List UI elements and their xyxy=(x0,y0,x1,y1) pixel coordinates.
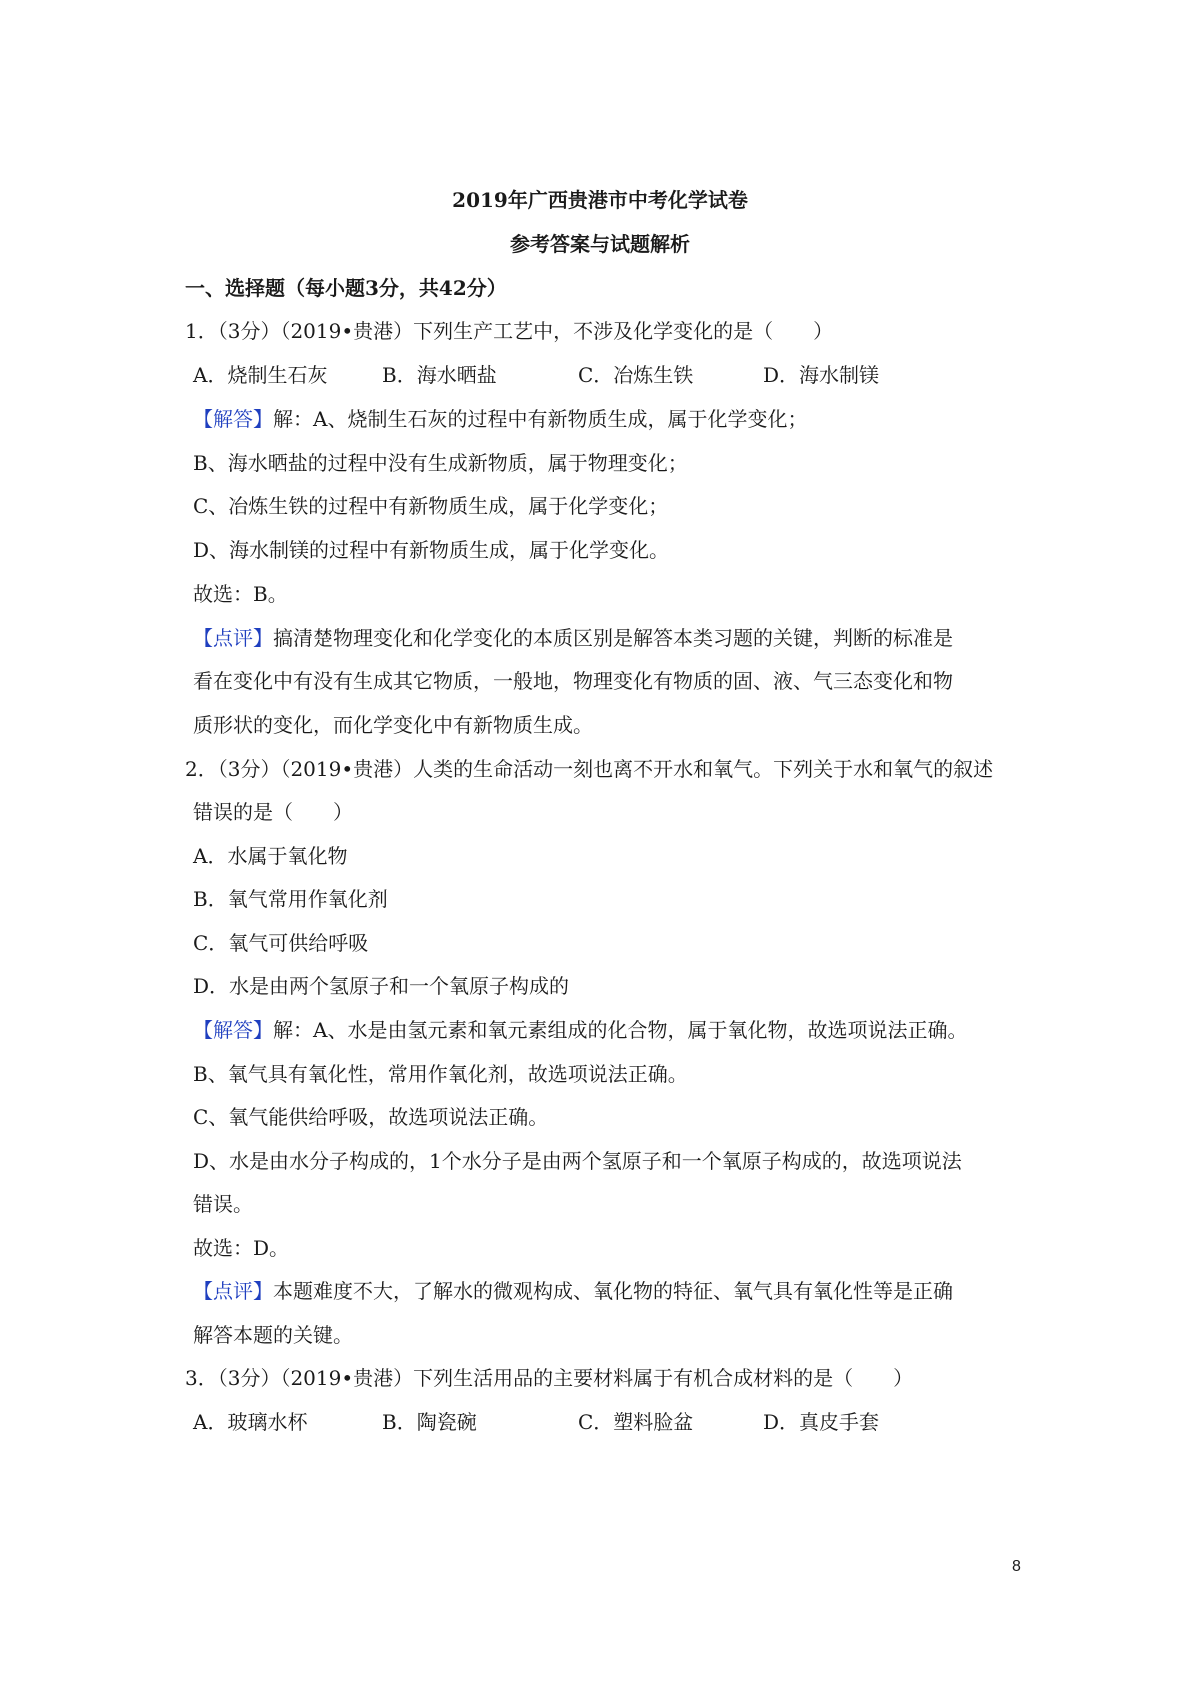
q1-comment-line xyxy=(193,624,953,652)
q2-comment-tag: 【点评】 xyxy=(193,1279,273,1303)
q1-comment-2: 看在变化中有没有生成其它物质，一般地，物理变化有物质的固、液、气三态变化和物 xyxy=(193,669,953,693)
q1-answer-tag: 【解答】 xyxy=(193,407,273,431)
q1-option-c: C．冶炼生铁 xyxy=(578,363,694,387)
q1-stem: 1．（3分）（2019•贵港）下列生产工艺中，不涉及化学变化的是（ ） xyxy=(185,319,834,343)
q2-answer-tag: 【解答】 xyxy=(193,1018,273,1042)
q1-answer-line xyxy=(193,405,807,433)
q2-answer-d: D、水是由水分子构成的，1个水分子是由两个氢原子和一个氧原子构成的，故选项说法 xyxy=(193,1149,962,1173)
page-number: 8 xyxy=(1012,1558,1021,1575)
q1-comment-3: 质形状的变化，而化学变化中有新物质生成。 xyxy=(193,713,593,737)
q3-option-b: B．陶瓷碗 xyxy=(382,1410,477,1434)
q1-choice: 故选：B。 xyxy=(193,582,288,606)
q2-choice: 故选：D。 xyxy=(193,1236,290,1260)
document-subtitle: 参考答案与试题解析 xyxy=(510,232,690,256)
q3-stem: 3．（3分）（2019•贵港）下列生活用品的主要材料属于有机合成材料的是（ ） xyxy=(185,1366,914,1390)
q2-answer-b: B、氧气具有氧化性，常用作氧化剂，故选项说法正确。 xyxy=(193,1062,688,1086)
q2-option-d: D．水是由两个氢原子和一个氧原子构成的 xyxy=(193,974,570,998)
q1-answer-c: C、冶炼生铁的过程中有新物质生成，属于化学变化； xyxy=(193,494,669,518)
q3-option-a: A．玻璃水杯 xyxy=(193,1410,308,1434)
q2-option-c: C．氧气可供给呼吸 xyxy=(193,931,369,955)
q2-comment-2: 解答本题的关键。 xyxy=(193,1323,353,1347)
q1-option-b: B．海水晒盐 xyxy=(382,363,497,387)
section-heading: 一、选择题（每小题3分，共42分） xyxy=(185,276,507,300)
q2-comment-text: 本题难度不大，了解水的微观构成、氧化物的特征、氧气具有氧化性等是正确 xyxy=(273,1279,953,1303)
q1-comment-text: 搞清楚物理变化和化学变化的本质区别是解答本类习题的关键，判断的标准是 xyxy=(273,626,953,650)
q2-answer-c: C、氧气能供给呼吸，故选项说法正确。 xyxy=(193,1105,549,1129)
q1-option-d: D．海水制镁 xyxy=(763,363,880,387)
q1-answer-b: B、海水晒盐的过程中没有生成新物质，属于物理变化； xyxy=(193,451,688,475)
q3-option-c: C．塑料脸盆 xyxy=(578,1410,694,1434)
q2-answer-text: 解：A、水是由氢元素和氧元素组成的化合物，属于氧化物，故选项说法正确。 xyxy=(273,1018,968,1042)
q2-answer-line xyxy=(193,1016,967,1044)
q1-option-a: A．烧制生石灰 xyxy=(193,363,328,387)
document-title: 2019年广西贵港市中考化学试卷 xyxy=(452,188,748,212)
q2-comment-line xyxy=(193,1277,953,1305)
q1-answer-d: D、海水制镁的过程中有新物质生成，属于化学变化。 xyxy=(193,538,670,562)
q1-comment-tag: 【点评】 xyxy=(193,626,273,650)
q2-option-b: B．氧气常用作氧化剂 xyxy=(193,887,388,911)
q2-stem: 2．（3分）（2019•贵港）人类的生命活动一刻也离不开水和氧气。下列关于水和氧气的叙述 xyxy=(185,757,994,781)
q3-option-d: D．真皮手套 xyxy=(763,1410,880,1434)
q2-answer-d-cont: 错误。 xyxy=(193,1192,253,1216)
q1-answer-text: 解：A、烧制生石灰的过程中有新物质生成，属于化学变化； xyxy=(273,407,808,431)
q2-stem-cont: 错误的是（ ） xyxy=(193,800,353,824)
q2-option-a: A．水属于氧化物 xyxy=(193,844,348,868)
